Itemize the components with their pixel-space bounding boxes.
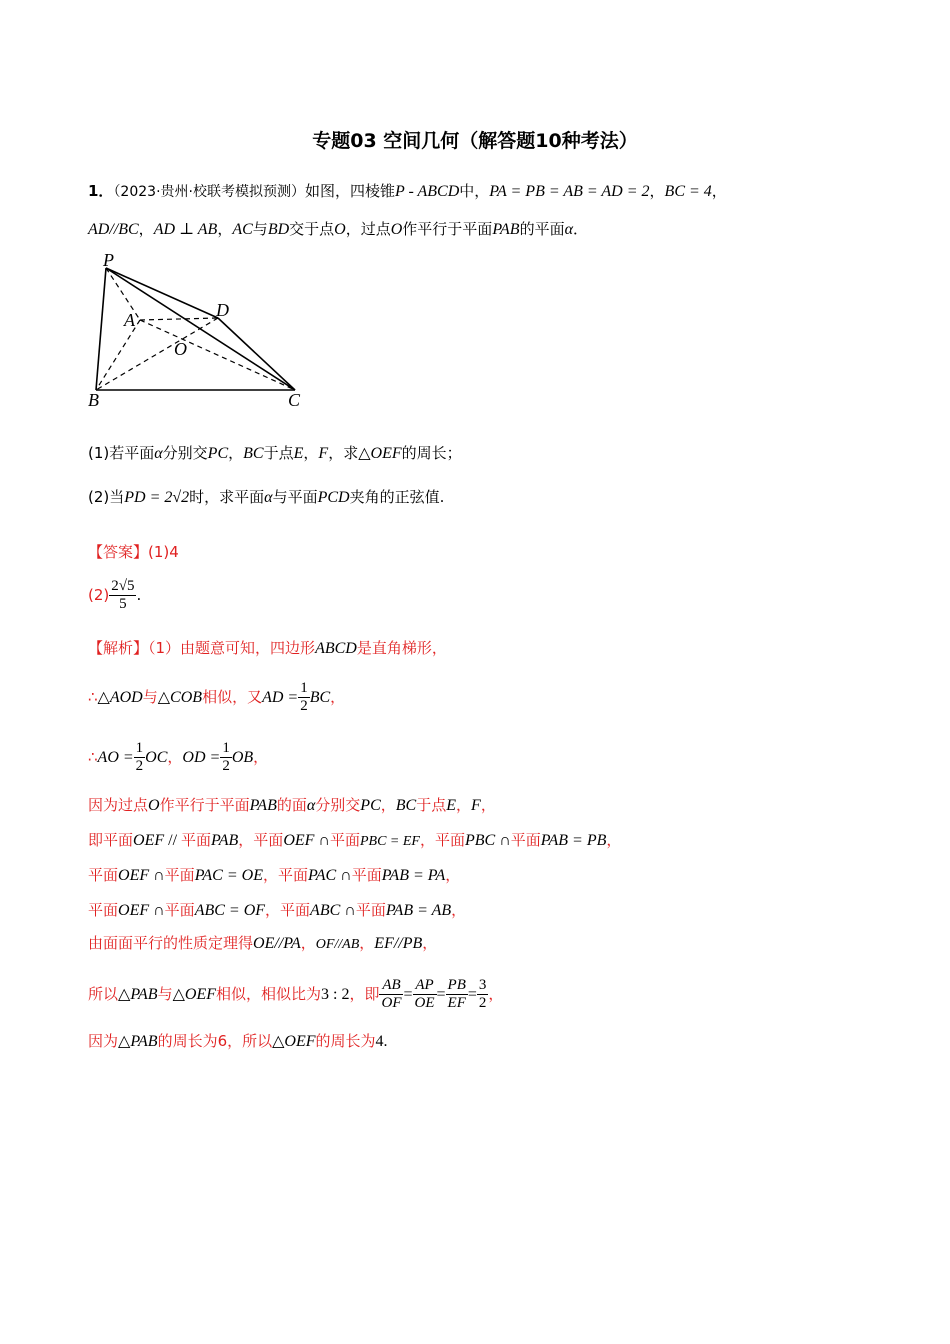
page-title: 专题03 空间几何（解答题10种考法） [312,130,638,152]
edge-AD [140,318,218,320]
edge-AC [140,320,295,390]
edge-AB [96,320,140,390]
analysis-line-2: ∴△AOD与△COB相似，又AD = $\frac{1}{2}$ BC， [88,680,346,714]
answer-2: (2) $\frac{2√5}{5}$ . [88,578,142,612]
label-D: D [216,300,229,320]
label-P: P [103,250,114,270]
label-O: O [174,339,187,359]
analysis-line-1: 【解析】（1）由题意可知，四边形ABCD是直角梯形， [88,639,447,657]
edge-BD [96,318,218,390]
edge-PB [96,268,106,390]
part-2: (2)当PD = 2√2时，求平面α与平面PCD夹角的正弦值. [88,488,445,506]
analysis-line-10: 因为△PAB的周长为6，所以△OEF的周长为4. [88,1032,388,1050]
analysis-line-8: 由面面平行的性质定理得OE//PA，OF//AB，EF//PB， [88,934,438,952]
edge-DC [218,318,295,390]
question-source: （2023·贵州·校联考模拟预测） [113,184,305,200]
question-number: 1． [88,182,114,200]
part-1: (1)若平面α分别交PC，BC于点E，F，求△OEF的周长； [88,444,462,462]
label-A: A [124,310,135,330]
label-C: C [288,390,301,410]
analysis-line-6: 平面OEF ∩平面PAC = OE，平面PAC ∩平面PAB = PA， [88,866,461,884]
analysis-line-7: 平面OEF ∩平面ABC = OF，平面ABC ∩平面PAB = AB， [88,901,467,919]
label-B: B [88,390,99,410]
analysis-line-3: ∴AO = $\frac{1}{2}$ OC，OD = $\frac{1}{2}$ OB， [88,740,269,774]
analysis-line-4: 因为过点O作平行于平面PAB的面α分别交PC，BC于点E，F， [88,796,496,814]
analysis-line-9: 所以△PAB与△OEF相似，相似比为3 : 2，即 $\frac{AB}{OF}$ = $\frac{AP}{OE}$ = $\frac{PB}{EF}$ = $\frac{3}{2}$ ， [88,977,504,1011]
pyramid-figure [84,250,314,415]
answer-label: 【答案】 [88,543,149,561]
answer-1: 【答案】(1)4 [88,543,179,561]
analysis-line-5: 即平面OEF // 平面PAB，平面OEF ∩平面PBC = EF，平面PBC ∩平面PAB = PB， [88,831,622,849]
question-1-line-2: AD//BC，AD ⊥ AB，AC与BD交于点O，过点O作平行于平面PAB的平面α． [88,220,589,238]
analysis-label: 【解析】 [88,639,149,657]
question-1-line-1: 1．（2023·贵州·校联考模拟预测）如图，四棱锥P - ABCD中，PA = PB = AB = AD = 2，BC = 4， [88,182,727,200]
